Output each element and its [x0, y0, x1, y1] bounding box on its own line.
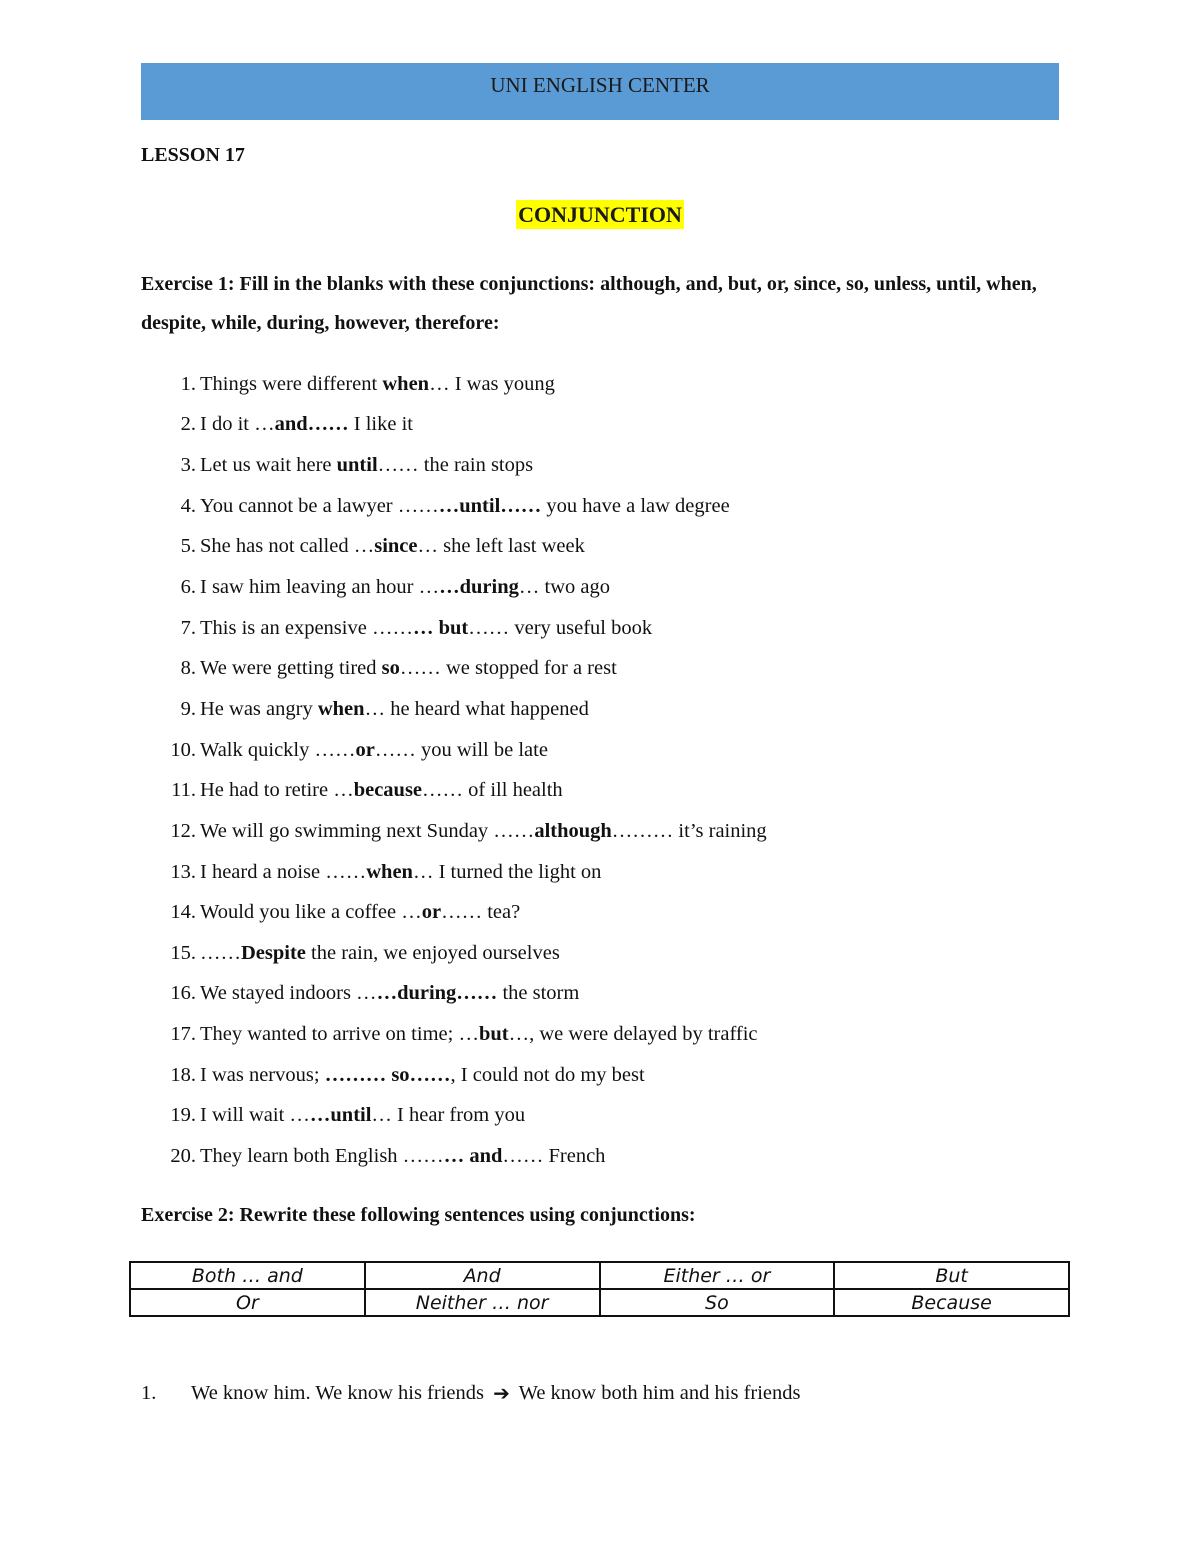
item-answer: although — [534, 819, 612, 842]
table-row — [130, 1289, 1069, 1316]
table-cell: Neither … nor — [365, 1289, 600, 1316]
item-pre-text: We will go swimming next Sunday …… — [200, 819, 535, 842]
item-answer: until — [336, 454, 378, 477]
conjunction-table — [129, 1261, 1070, 1317]
header-title: UNI ENGLISH CENTER — [490, 73, 710, 97]
item-post-text: … I was young — [429, 372, 555, 395]
item-pre-text: I saw him leaving an hour … — [200, 576, 440, 599]
item-post-text: … he heard what happened — [364, 697, 589, 720]
table-row — [130, 1262, 1069, 1289]
item-number: 13. — [170, 860, 196, 883]
item-answer: ……… so…… — [324, 1063, 451, 1086]
item-pre-text: We stayed indoors … — [200, 982, 377, 1005]
item-pre-text: I do it … — [200, 413, 275, 436]
exercise1-list — [141, 364, 767, 1177]
exercise1-item — [141, 811, 767, 852]
item-pre-text: We know him. We know his friends — [191, 1381, 490, 1404]
item-answer: because — [353, 779, 423, 802]
item-pre-text: You cannot be a lawyer …… — [200, 494, 439, 517]
item-answer: so — [381, 657, 400, 680]
item-post-text: …… we stopped for a rest — [399, 657, 617, 680]
item-post-text: We know both him and his friends — [513, 1381, 801, 1404]
item-answer: but — [478, 1023, 509, 1046]
item-number: 19. — [170, 1104, 196, 1127]
exercise1-item — [141, 648, 767, 689]
item-number: 1. — [141, 1381, 157, 1404]
item-pre-text: Let us wait here — [200, 454, 337, 477]
item-number: 6. — [180, 576, 196, 599]
exercise2-item — [141, 1373, 801, 1413]
item-post-text: ……… it’s raining — [611, 819, 767, 842]
exercise1-item — [141, 567, 767, 608]
item-answer: …during — [439, 576, 519, 599]
exercise1-item — [141, 1096, 767, 1137]
exercise1-item — [141, 527, 767, 568]
item-answer: …until…… — [438, 494, 542, 517]
exercise1-item — [141, 892, 767, 933]
item-answer: when — [382, 372, 430, 395]
item-post-text: , I could not do my best — [450, 1063, 645, 1086]
item-answer: and…… — [274, 413, 349, 436]
exercise1-item — [141, 608, 767, 649]
item-post-text: … I hear from you — [371, 1104, 526, 1127]
item-post-text: … I turned the light on — [412, 860, 602, 883]
item-post-text: the rain, we enjoyed ourselves — [305, 941, 560, 964]
item-answer: … but — [412, 616, 469, 639]
table-cell: Both … and — [130, 1262, 365, 1289]
page-title: CONJUNCTION — [518, 202, 682, 227]
item-answer: since — [374, 535, 418, 558]
item-pre-text: …… — [200, 941, 241, 964]
item-pre-text: They wanted to arrive on time; … — [200, 1023, 479, 1046]
item-pre-text: This is an expensive …… — [200, 616, 413, 639]
item-number: 9. — [180, 697, 196, 720]
exercise1-item — [141, 405, 767, 446]
exercise1-heading: Exercise 1: Fill in the blanks with these conjunctions: although, and, but, or, since, so, unless, until, when, despite, while, during, however, therefore: — [141, 273, 1037, 334]
exercise1-item — [141, 730, 767, 771]
item-number: 2. — [180, 413, 196, 436]
table-cell: Either … or — [600, 1262, 835, 1289]
item-post-text: I like it — [348, 413, 413, 436]
exercise1-item — [141, 974, 767, 1015]
lesson-label: LESSON 17 — [141, 144, 245, 166]
item-number: 15. — [170, 941, 196, 964]
item-number: 16. — [170, 982, 196, 1005]
item-post-text: …… of ill health — [422, 779, 563, 802]
item-answer: …until — [309, 1104, 372, 1127]
table-cell: Or — [130, 1289, 365, 1316]
exercise1-item — [141, 770, 767, 811]
exercise1-item — [141, 1014, 767, 1055]
item-post-text: you have a law degree — [541, 494, 730, 517]
exercise1-item — [141, 1136, 767, 1177]
arrow-right-icon: ➔ — [493, 1381, 510, 1405]
item-pre-text: Would you like a coffee … — [200, 901, 422, 924]
item-number: 17. — [170, 1023, 196, 1046]
item-number: 7. — [180, 616, 196, 639]
item-number: 1. — [180, 372, 196, 395]
item-pre-text: She has not called … — [200, 535, 375, 558]
exercise1-item — [141, 364, 767, 405]
exercise1-item — [141, 1055, 767, 1096]
exercise1-item — [141, 852, 767, 893]
item-pre-text: We were getting tired — [200, 657, 382, 680]
exercise1-item — [141, 445, 767, 486]
table-cell: But — [834, 1262, 1069, 1289]
item-post-text: …, we were delayed by traffic — [508, 1023, 758, 1046]
item-answer: … and — [443, 1144, 503, 1167]
item-answer: Despite — [241, 941, 306, 964]
item-answer: or — [421, 901, 442, 924]
exercise1-item — [141, 933, 767, 974]
item-answer: …during…… — [376, 982, 498, 1005]
item-answer: when — [366, 860, 413, 883]
item-number: 8. — [180, 657, 196, 680]
item-pre-text: I will wait … — [200, 1104, 310, 1127]
item-pre-text: Walk quickly …… — [200, 738, 356, 761]
item-pre-text: They learn both English …… — [200, 1144, 444, 1167]
header-band — [141, 63, 1059, 120]
item-post-text: …… very useful book — [468, 616, 653, 639]
item-number: 12. — [170, 819, 196, 842]
exercise1-item — [141, 689, 767, 730]
item-post-text: …… you will be late — [374, 738, 548, 761]
table-cell: And — [365, 1262, 600, 1289]
item-post-text: … two ago — [518, 576, 610, 599]
item-pre-text: I heard a noise …… — [200, 860, 367, 883]
exercise1-item — [141, 486, 767, 527]
item-pre-text: Things were different — [200, 372, 383, 395]
item-answer: when — [317, 697, 365, 720]
item-pre-text: I was nervous; — [200, 1063, 325, 1086]
item-post-text: …… tea? — [441, 901, 521, 924]
item-number: 11. — [171, 779, 196, 802]
item-number: 3. — [180, 454, 196, 477]
item-pre-text: He was angry — [200, 697, 318, 720]
table-cell: So — [600, 1289, 835, 1316]
item-number: 18. — [170, 1063, 196, 1086]
table-cell: Because — [834, 1289, 1069, 1316]
item-number: 14. — [170, 901, 196, 924]
item-number: 10. — [170, 738, 196, 761]
exercise2-heading: Exercise 2: Rewrite these following sentences using conjunctions: — [141, 1204, 696, 1226]
item-number: 4. — [180, 494, 196, 517]
item-answer: or — [355, 738, 375, 761]
item-post-text: … she left last week — [417, 535, 585, 558]
item-number: 20. — [170, 1144, 196, 1167]
item-post-text: …… the rain stops — [377, 454, 534, 477]
item-post-text: the storm — [497, 982, 580, 1005]
item-pre-text: He had to retire … — [200, 779, 354, 802]
page-title-wrap — [0, 202, 1200, 228]
item-post-text: …… French — [502, 1144, 606, 1167]
item-number: 5. — [180, 535, 196, 558]
